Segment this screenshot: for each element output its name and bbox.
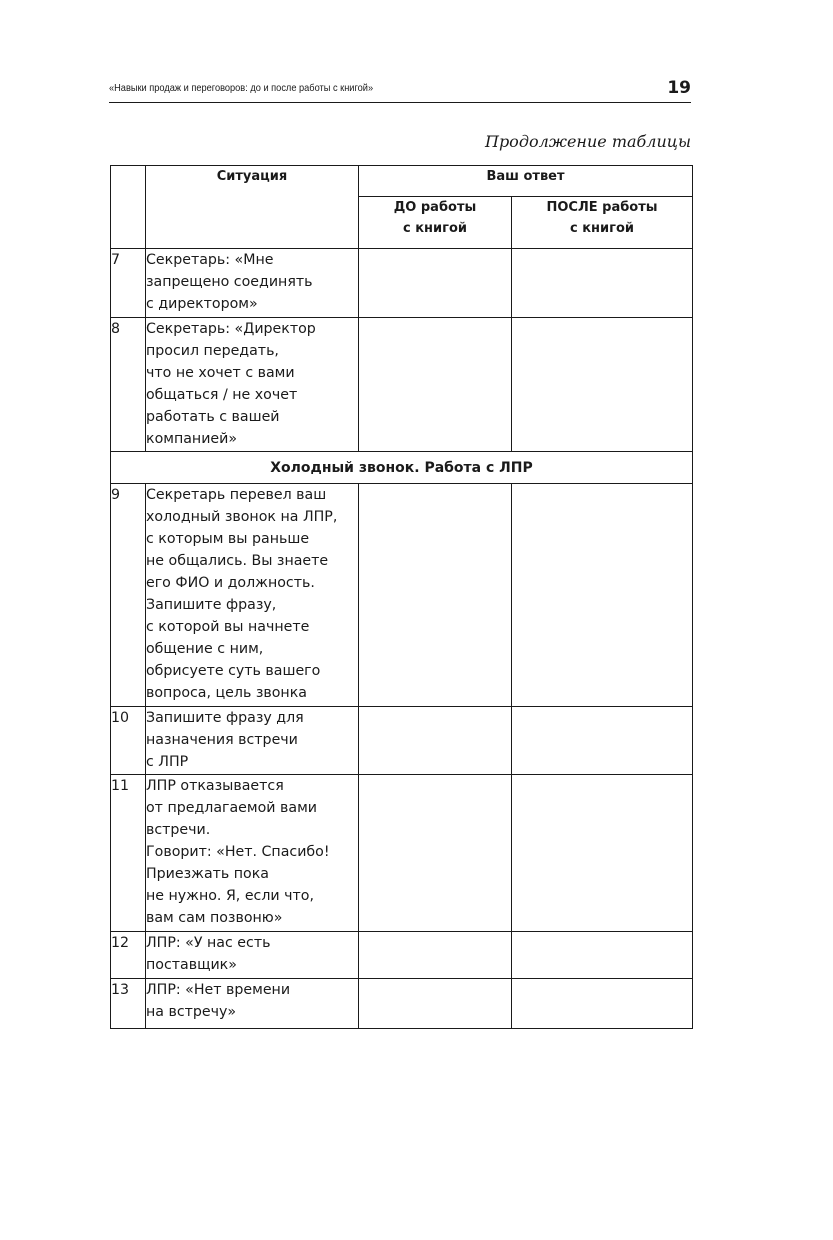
situation-line: холодный звонок на ЛПР,: [146, 509, 338, 525]
answer-after-cell[interactable]: [512, 775, 693, 932]
page-number: 19: [667, 78, 691, 98]
answer-after-cell[interactable]: [512, 484, 693, 707]
situation-line: на встречу»: [146, 1004, 237, 1020]
situation-cell: [146, 318, 359, 452]
situation-line: вопроса, цель звонка: [146, 685, 307, 701]
table-row: [111, 484, 693, 707]
table-row: [111, 249, 693, 318]
situation-line: компанией»: [146, 431, 238, 447]
header-number: [111, 166, 146, 249]
answer-after-cell[interactable]: [512, 249, 693, 318]
section-row: [111, 452, 693, 484]
situation-line: Секретарь перевел ваш: [146, 487, 327, 503]
answer-after-cell[interactable]: [512, 707, 693, 775]
situation-line: работать с вашей: [146, 409, 280, 425]
situation-line: ЛПР отказывается: [146, 778, 284, 794]
situation-line: что не хочет с вами: [146, 365, 295, 381]
row-number: 12: [111, 932, 146, 979]
situation-line: просил передать,: [146, 343, 279, 359]
situation-line: от предлагаемой вами: [146, 800, 318, 816]
row-number: 13: [111, 979, 146, 1029]
row-number: 11: [111, 775, 146, 932]
table-row: [111, 707, 693, 775]
header-your-answer: Ваш ответ: [359, 166, 693, 197]
situation-line: Говорит: «Нет. Спасибо!: [146, 844, 330, 860]
situation-line: вам сам позвоню»: [146, 910, 283, 926]
table-row: [111, 979, 693, 1029]
situation-line: не общались. Вы знаете: [146, 553, 329, 569]
answer-before-cell[interactable]: [359, 249, 512, 318]
situation-line: запрещено соединять: [146, 274, 313, 290]
situation-line: Секретарь: «Мне: [146, 252, 274, 268]
situation-line: с которой вы начнете: [146, 619, 310, 635]
running-header: [109, 78, 691, 103]
situation-line: с директором»: [146, 296, 258, 312]
situation-line: его ФИО и должность.: [146, 575, 315, 591]
situation-line: не нужно. Я, если что,: [146, 888, 314, 904]
situation-line: общаться / не хочет: [146, 387, 298, 403]
situation-line: поставщик»: [146, 957, 237, 973]
table-row: [111, 932, 693, 979]
situation-line: Запишите фразу,: [146, 597, 277, 613]
table-row: [111, 775, 693, 932]
answer-before-cell[interactable]: [359, 979, 512, 1029]
situation-cell: [146, 932, 359, 979]
situation-cell: [146, 707, 359, 775]
situation-cell: [146, 484, 359, 707]
situation-line: ЛПР: «У нас есть: [146, 935, 271, 951]
situation-line: общение с ним,: [146, 641, 264, 657]
answer-before-cell[interactable]: [359, 775, 512, 932]
situation-line: Приезжать пока: [146, 866, 269, 882]
situations-table: [110, 165, 693, 1029]
situation-line: ЛПР: «Нет времени: [146, 982, 291, 998]
situation-line: Запишите фразу для: [146, 710, 304, 726]
row-number: 9: [111, 484, 146, 707]
row-number: 10: [111, 707, 146, 775]
answer-before-cell[interactable]: [359, 318, 512, 452]
answer-before-cell[interactable]: [359, 932, 512, 979]
situation-cell: [146, 249, 359, 318]
row-number: 8: [111, 318, 146, 452]
header-situation: Ситуация: [146, 166, 359, 249]
situation-line: с ЛПР: [146, 754, 189, 770]
section-title: Холодный звонок. Работа с ЛПР: [111, 452, 693, 484]
answer-after-cell[interactable]: [512, 932, 693, 979]
answer-after-cell[interactable]: [512, 979, 693, 1029]
situation-line: встречи.: [146, 822, 211, 838]
row-number: 7: [111, 249, 146, 318]
situation-cell: [146, 775, 359, 932]
situation-line: назначения встречи: [146, 732, 298, 748]
situation-cell: [146, 979, 359, 1029]
book-title: «Навыки продаж и переговоров: до и после работы с книгой»: [109, 82, 374, 94]
situation-line: Секретарь: «Директор: [146, 321, 316, 337]
situation-line: с которым вы раньше: [146, 531, 310, 547]
answer-before-cell[interactable]: [359, 484, 512, 707]
header-after: ПОСЛЕ работы с книгой: [512, 197, 693, 249]
table-continuation-caption: Продолжение таблицы: [484, 132, 691, 151]
header-before: ДО работы с книгой: [359, 197, 512, 249]
situation-line: обрисуете суть вашего: [146, 663, 321, 679]
answer-after-cell[interactable]: [512, 318, 693, 452]
answer-before-cell[interactable]: [359, 707, 512, 775]
table-row: [111, 318, 693, 452]
